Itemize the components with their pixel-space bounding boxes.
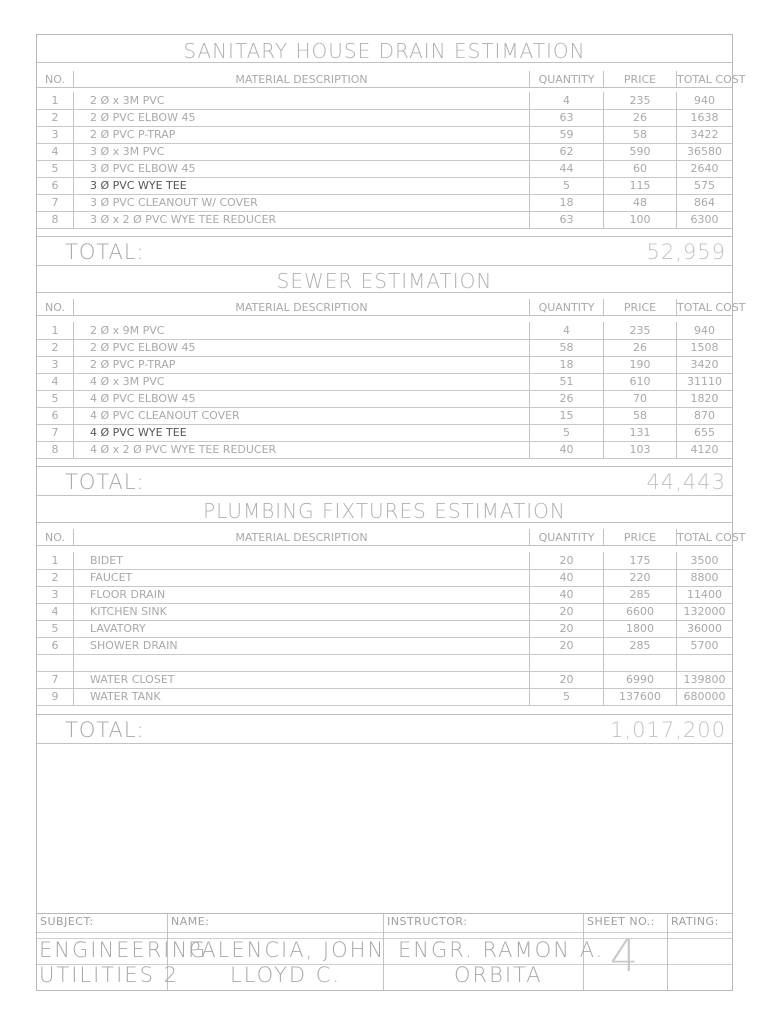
row-description: 3 Ø x 3M PVC [74, 143, 530, 160]
row-quantity: 40 [530, 569, 604, 586]
row-quantity: 63 [530, 211, 604, 228]
row-total-cost: 1638 [690, 111, 719, 124]
row-quantity: 20 [530, 671, 604, 688]
row-no: 8 [37, 441, 74, 458]
table-row [37, 424, 732, 442]
row-price: 70 [604, 390, 677, 407]
row-quantity: 15 [530, 407, 604, 424]
row-price: 6600 [604, 603, 677, 620]
row-no: 3 [37, 586, 74, 603]
row-total-cost: 3500 [690, 554, 719, 567]
row-price: 58 [604, 407, 677, 424]
total-label: TOTAL: [65, 240, 145, 264]
row-total-cost: 680000 [683, 690, 726, 703]
row-no: 7 [37, 671, 74, 688]
row-total-cost [677, 654, 732, 671]
row-description: 2 Ø x 3M PVC [74, 92, 530, 109]
table-row [37, 688, 732, 706]
row-price: 610 [604, 373, 677, 390]
section-title: SANITARY HOUSE DRAIN ESTIMATION [37, 38, 732, 63]
row-quantity: 4 [530, 322, 604, 339]
row-total-cost: 870 [694, 409, 715, 422]
header-quantity: QUANTITY [530, 529, 604, 545]
name-label: NAME: [171, 915, 210, 928]
row-no: 3 [37, 356, 74, 373]
row-total-cost: 36000 [687, 622, 722, 635]
row-description: 2 Ø x 9M PVC [74, 322, 530, 339]
section-total [37, 236, 732, 266]
row-description: 4 Ø PVC CLEANOUT COVER [74, 407, 530, 424]
row-price [604, 654, 677, 671]
row-quantity: 18 [530, 194, 604, 211]
name-line-2: LLOYD C. [230, 963, 342, 987]
table-row [37, 569, 732, 587]
row-no: 8 [37, 211, 74, 228]
row-quantity: 20 [530, 620, 604, 637]
row-quantity: 40 [530, 441, 604, 458]
row-price: 26 [604, 339, 677, 356]
row-price: 235 [604, 322, 677, 339]
header-no: NO. [37, 299, 74, 315]
row-quantity: 26 [530, 390, 604, 407]
row-quantity: 20 [530, 637, 604, 654]
row-price: 175 [604, 552, 677, 569]
row-description: FLOOR DRAIN [74, 586, 530, 603]
row-quantity: 5 [530, 424, 604, 441]
row-price: 58 [604, 126, 677, 143]
row-total-cost: 940 [694, 324, 715, 337]
table-header [37, 71, 746, 88]
table-row [37, 211, 732, 229]
rating-cell [668, 914, 732, 991]
row-no [37, 654, 74, 671]
header-price: PRICE [604, 299, 677, 315]
title-block [37, 913, 732, 991]
row-quantity: 63 [530, 109, 604, 126]
row-no: 9 [37, 688, 74, 705]
row-no: 4 [37, 603, 74, 620]
row-price: 60 [604, 160, 677, 177]
row-description: 2 Ø PVC ELBOW 45 [74, 339, 530, 356]
subject-label: SUBJECT: [40, 915, 94, 928]
header-price: PRICE [604, 71, 677, 87]
row-description: SHOWER DRAIN [74, 637, 530, 654]
row-description: LAVATORY [74, 620, 530, 637]
row-description: WATER TANK [74, 688, 530, 705]
table-row [37, 373, 732, 391]
row-price: 590 [604, 143, 677, 160]
row-description: FAUCET [74, 569, 530, 586]
row-no: 7 [37, 424, 74, 441]
row-no: 6 [37, 407, 74, 424]
row-description [74, 654, 530, 671]
row-description: 2 Ø PVC P-TRAP [74, 356, 530, 373]
table-row [37, 671, 732, 689]
row-price: 26 [604, 109, 677, 126]
row-price: 103 [604, 441, 677, 458]
row-total-cost: 655 [694, 426, 715, 439]
row-no: 5 [37, 620, 74, 637]
row-quantity: 5 [530, 688, 604, 705]
table-row [37, 407, 732, 425]
table-row [37, 654, 732, 672]
table-row [37, 586, 732, 604]
header-total-cost: TOTAL COST [677, 73, 746, 86]
row-price: 48 [604, 194, 677, 211]
table-row [37, 390, 732, 408]
row-total-cost: 2640 [690, 162, 719, 175]
row-no: 5 [37, 160, 74, 177]
row-total-cost: 940 [694, 94, 715, 107]
row-no: 7 [37, 194, 74, 211]
row-description: BIDET [74, 552, 530, 569]
subject-line-1: ENGINEERING [39, 938, 208, 962]
row-quantity: 51 [530, 373, 604, 390]
name-line-1: PALENCIA, JOHN [188, 938, 386, 962]
row-description: 3 Ø PVC WYE TEE [74, 177, 530, 194]
row-total-cost: 3420 [690, 358, 719, 371]
row-total-cost: 4120 [690, 443, 719, 456]
table-row [37, 92, 732, 110]
row-quantity: 62 [530, 143, 604, 160]
row-price: 137600 [604, 688, 677, 705]
name-cell [168, 914, 384, 991]
table-row [37, 143, 732, 161]
row-price: 6990 [604, 671, 677, 688]
row-total-cost: 5700 [690, 639, 719, 652]
row-quantity: 44 [530, 160, 604, 177]
header-quantity: QUANTITY [530, 299, 604, 315]
rating-label: RATING: [671, 915, 719, 928]
table-row [37, 194, 732, 212]
row-description: 4 Ø PVC WYE TEE [74, 424, 530, 441]
table-row [37, 160, 732, 178]
table-row [37, 322, 732, 340]
row-description: 4 Ø x 3M PVC [74, 373, 530, 390]
row-price: 285 [604, 637, 677, 654]
row-no: 1 [37, 92, 74, 109]
row-no: 1 [37, 322, 74, 339]
header-no: NO. [37, 529, 74, 545]
row-price: 190 [604, 356, 677, 373]
table-row [37, 177, 732, 195]
section-title: SEWER ESTIMATION [37, 268, 732, 293]
table-row [37, 552, 732, 570]
table-row [37, 339, 732, 357]
row-description: 4 Ø PVC ELBOW 45 [74, 390, 530, 407]
table-row [37, 603, 732, 621]
row-description: 3 Ø PVC ELBOW 45 [74, 160, 530, 177]
table-row [37, 637, 732, 655]
header-description: MATERIAL DESCRIPTION [74, 529, 530, 545]
header-no: NO. [37, 71, 74, 87]
total-value: 44,443 [646, 470, 726, 494]
row-description: KITCHEN SINK [74, 603, 530, 620]
row-quantity: 59 [530, 126, 604, 143]
header-total-cost: TOTAL COST [677, 531, 746, 544]
table-row [37, 356, 732, 374]
row-total-cost: 139800 [683, 673, 726, 686]
table-row [37, 109, 732, 127]
row-total-cost: 1508 [690, 341, 719, 354]
row-no: 6 [37, 177, 74, 194]
row-no: 4 [37, 143, 74, 160]
row-no: 3 [37, 126, 74, 143]
row-total-cost: 11400 [687, 588, 722, 601]
row-total-cost: 132000 [683, 605, 726, 618]
row-price: 115 [604, 177, 677, 194]
table-row [37, 126, 732, 144]
total-value: 1,017,200 [610, 718, 726, 742]
row-quantity: 4 [530, 92, 604, 109]
row-price: 285 [604, 586, 677, 603]
row-price: 1800 [604, 620, 677, 637]
row-no: 2 [37, 569, 74, 586]
row-total-cost: 575 [694, 179, 715, 192]
row-quantity: 20 [530, 552, 604, 569]
row-quantity: 40 [530, 586, 604, 603]
section-total [37, 714, 732, 744]
row-price: 220 [604, 569, 677, 586]
row-no: 4 [37, 373, 74, 390]
header-total-cost: TOTAL COST [677, 301, 746, 314]
row-total-cost: 1820 [690, 392, 719, 405]
row-total-cost: 6300 [690, 213, 719, 226]
row-price: 235 [604, 92, 677, 109]
instructor-label: INSTRUCTOR: [387, 915, 468, 928]
table-row [37, 620, 732, 638]
header-description: MATERIAL DESCRIPTION [74, 299, 530, 315]
section-title: PLUMBING FIXTURES ESTIMATION [37, 498, 732, 523]
table-row [37, 441, 732, 459]
instructor-line-2: ORBITA [454, 963, 543, 987]
row-total-cost: 36580 [687, 145, 722, 158]
row-description: 4 Ø x 2 Ø PVC WYE TEE REDUCER [74, 441, 530, 458]
row-description: 2 Ø PVC ELBOW 45 [74, 109, 530, 126]
total-label: TOTAL: [65, 470, 145, 494]
sheet-number-cell [584, 914, 668, 991]
header-quantity: QUANTITY [530, 71, 604, 87]
table-header [37, 299, 746, 316]
total-label: TOTAL: [65, 718, 145, 742]
row-no: 6 [37, 637, 74, 654]
row-no: 5 [37, 390, 74, 407]
row-description: 3 Ø PVC CLEANOUT W/ COVER [74, 194, 530, 211]
row-quantity: 58 [530, 339, 604, 356]
row-price: 100 [604, 211, 677, 228]
row-quantity: 20 [530, 603, 604, 620]
instructor-line-1: ENGR. RAMON A. [398, 938, 605, 962]
sheet-number: 4 [610, 931, 640, 982]
table-header [37, 529, 746, 546]
row-quantity: 5 [530, 177, 604, 194]
row-total-cost: 8800 [690, 571, 719, 584]
sheet-number-label: SHEET NO.: [587, 915, 656, 928]
header-price: PRICE [604, 529, 677, 545]
total-value: 52,959 [646, 240, 726, 264]
subject-line-2: UTILITIES 2 [39, 963, 179, 987]
row-quantity: 18 [530, 356, 604, 373]
row-price: 131 [604, 424, 677, 441]
row-no: 1 [37, 552, 74, 569]
row-description: WATER CLOSET [74, 671, 530, 688]
row-total-cost: 31110 [687, 375, 722, 388]
row-no: 2 [37, 339, 74, 356]
instructor-cell [384, 914, 605, 991]
row-description: 2 Ø PVC P-TRAP [74, 126, 530, 143]
row-no: 2 [37, 109, 74, 126]
header-description: MATERIAL DESCRIPTION [74, 71, 530, 87]
row-description: 3 Ø x 2 Ø PVC WYE TEE REDUCER [74, 211, 530, 228]
row-quantity [530, 654, 604, 671]
row-total-cost: 3422 [690, 128, 719, 141]
section-total [37, 466, 732, 496]
row-total-cost: 864 [694, 196, 715, 209]
